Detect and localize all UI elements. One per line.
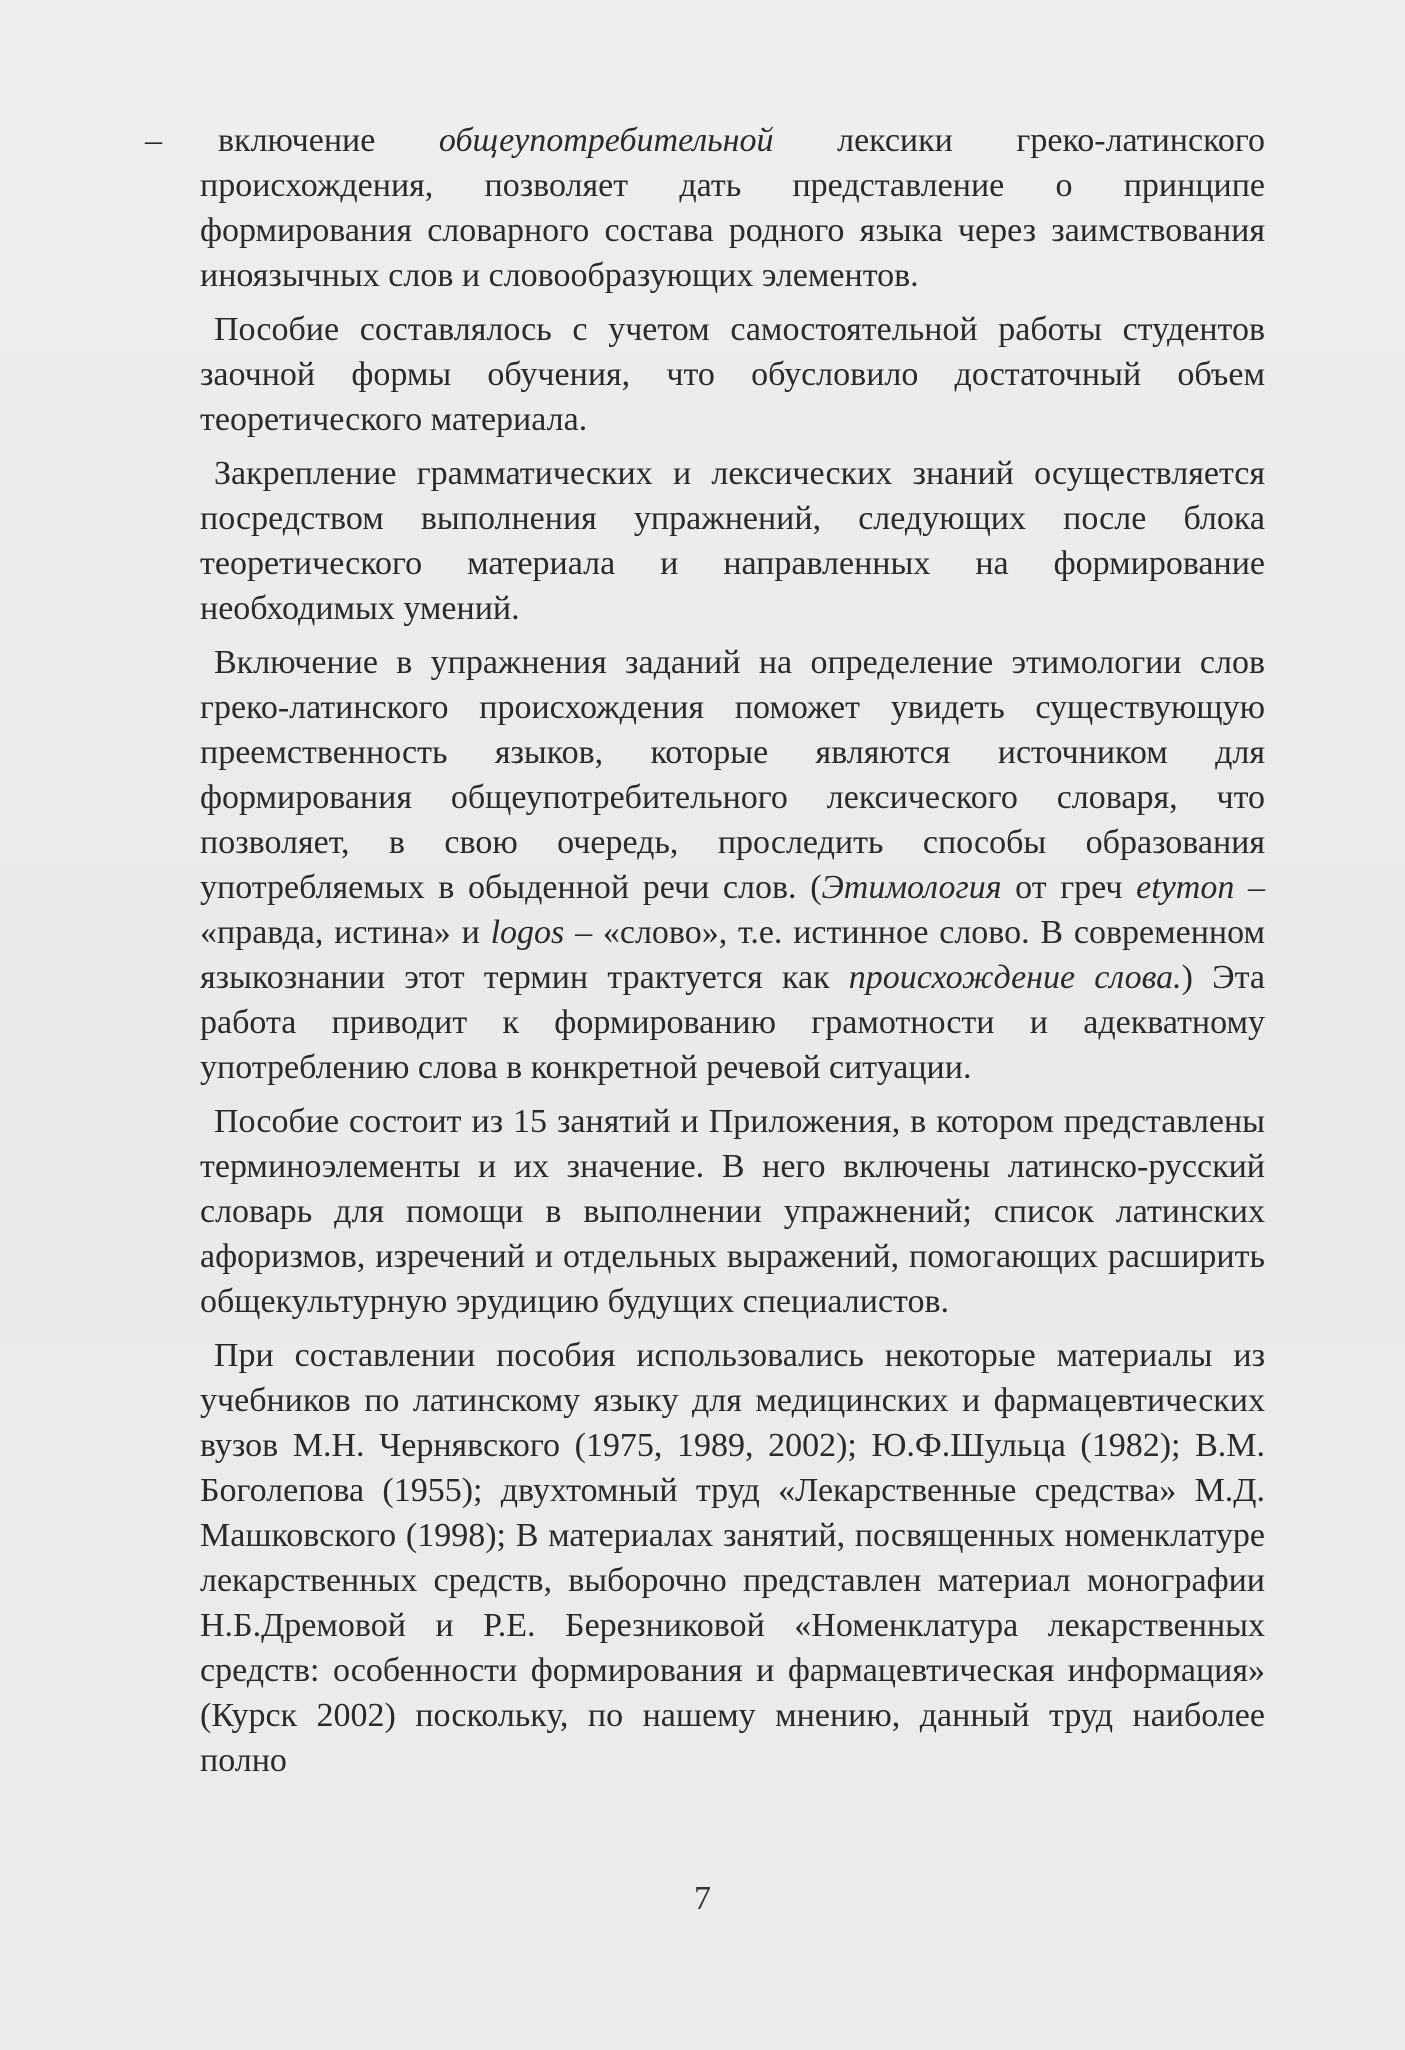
paragraph-3-part-a: Включение в упражнения заданий на определение этимологии слов греко-латинского происхождения поможет увидеть существующую преемственность языков, которые являются источником для формирования общеупотребительного лексического словаря, что позволяет, в свою очередь, проследить способы образования употребляемых в обыденной речи слов. ( [200, 644, 1265, 906]
paragraph-4: Пособие состоит из 15 занятий и Приложения, в котором представлены терминоэлементы и их значение. В него включены латинско-русский словарь для помощи в выполнении упражнений; список латинских афоризмов, изречений и отдельных выражений, помогающих расширить общекультурную эрудицию будущих специалистов. [200, 1103, 1265, 1320]
paragraph-3-part-e: – «правда, истина» и [200, 869, 1266, 951]
paragraph-2: Закрепление грамматических и лексических знаний осуществляется посредством выполнения упражнений, следующих после блока теоретического материала и направленных на формирование необходимых умений. [200, 455, 1265, 627]
bullet-paragraph [145, 118, 1265, 298]
bullet-text-rest: лексики греко-латинского происхождения, позволяет дать представление о принципе формирования словарного состава родного языка через заимствования иноязычных слов и словообразующих элементов. [200, 122, 1265, 294]
bullet-text-start: включение [218, 122, 439, 159]
paragraph-3-part-g: – «слово», т.е. истинное слово. В современном языкознании этот термин трактуется как [200, 914, 1265, 996]
paragraph-3-part-i: ) Эта работа приводит к формированию грамотности и адекватному употреблению слова в конкретной речевой ситуации. [200, 959, 1265, 1086]
etymology-term: Этимология [821, 869, 1002, 906]
etymon-term: etymon [1136, 869, 1235, 906]
body-text [145, 118, 1266, 1792]
logos-term: logos [490, 914, 565, 951]
paragraph-1: Пособие составлялось с учетом самостоятельной работы студентов заочной формы обучения, что обусловило достаточный объем теоретического материала. [200, 311, 1265, 438]
origin-term: происхождение слова. [848, 959, 1182, 996]
list-dash: – [145, 122, 162, 159]
bullet-text [200, 118, 1265, 298]
bullet-text-emphasis: общеупотребительной [438, 122, 774, 159]
paragraph-5: При составлении пособия использовались некоторые материалы из учебников по латинскому языку для медицинских и фармацевтических вузов М.Н. Чернявского (1975, 1989, 2002); Ю.Ф.Шульца (1982); В.М. Боголепова (1955); двухтомный труд «Лекарственные средства» М.Д. Машковского (1998); В материалах занятий, посвященных номенклатуре лекарственных средств, выборочно представлен материал монографии Н.Б.Дремовой и Р.Е. Березниковой «Номенклатура лекарственных средств: особенности формирования и фармацевтическая информация» (Курск 2002) поскольку, по нашему мнению, данный труд наиболее полно [200, 1337, 1265, 1779]
paragraph-3 [200, 640, 1265, 1090]
page-number: 7 [694, 1880, 711, 1917]
paragraph-3-part-c: от греч [1001, 869, 1137, 906]
